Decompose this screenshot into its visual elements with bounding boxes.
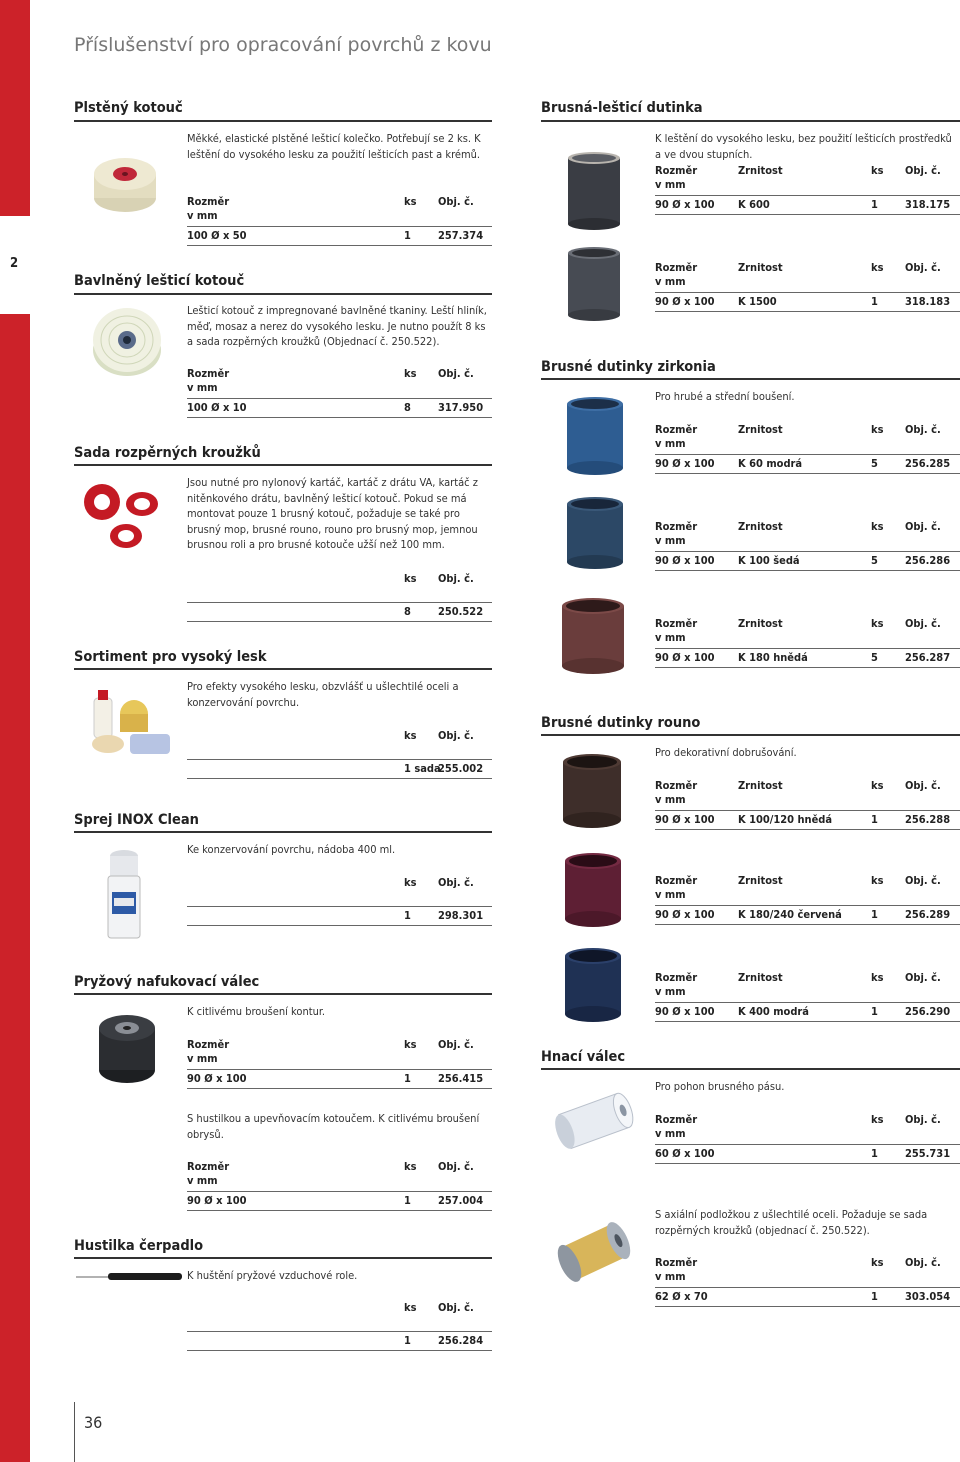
section-rule [541,378,960,380]
table-rule [655,810,960,811]
cotton-wheel-description: Lešticí kotouč z impregnované bavlněné tkaniny. Leští hliník, měď, mosaz a nerez do vysokého lesku. Je nutno použít 8 ks a sada rozpěrných kroužků (Objednací č. 250.522). [187,304,487,348]
row-grit: K 100 šedá [738,554,800,567]
row-order: 256.287 [905,651,951,664]
size-header: Rozměr [655,261,698,274]
qty-header: ks [871,423,884,436]
row-qty: 5 [871,554,878,567]
table-rule [187,602,492,603]
row-order: 317.950 [438,401,484,414]
table-rule [655,1002,960,1003]
spacer-rings-image [80,478,170,558]
table-rule [187,1331,492,1332]
section-rule [74,993,492,995]
drive-roller-description: Pro pohon brusného pásu. [655,1080,785,1093]
unit-header: v mm [655,178,686,191]
row-qty: 1 [404,229,411,242]
row-qty: 1 [404,1334,411,1347]
row-grit: K 180 hnědá [738,651,808,664]
row-qty: 1 [871,198,878,211]
unit-header: v mm [655,275,686,288]
qty-header: ks [871,779,884,792]
row-size: 60 Ø x 100 [655,1147,715,1160]
table-rule [655,1021,960,1022]
page-title: Příslušenství pro opracování povrchů z kovu [74,34,492,56]
size-header: Rozměr [655,1256,698,1269]
table-rule [187,1210,492,1211]
page-number-divider [74,1402,75,1462]
section-title-cotton-wheel: Bavlněný lešticí kotouč [74,273,245,289]
order-header: Obj. č. [905,261,941,274]
table-rule [187,778,492,779]
table-rule [655,924,960,925]
table-rule [655,570,960,571]
table-rule [187,226,492,227]
qty-header: ks [404,729,417,742]
row-size: 100 Ø x 10 [187,401,247,414]
grit-header: Zrnitost [738,423,783,436]
high-gloss-set-image [86,688,176,760]
order-header: Obj. č. [438,876,474,889]
row-size: 62 Ø x 70 [655,1290,708,1303]
table-rule [187,417,492,418]
unit-header: v mm [187,1052,218,1065]
table-rule [655,1287,960,1288]
order-header: Obj. č. [438,367,474,380]
qty-header: ks [871,874,884,887]
table-rule [655,473,960,474]
row-qty: 1 [871,813,878,826]
row-order: 250.522 [438,605,484,618]
row-qty: 1 [871,1005,878,1018]
section-title-high-gloss-set: Sortiment pro vysoký lesk [74,649,267,665]
unit-header: v mm [655,888,686,901]
zirconia-sleeve-brown-image [560,594,626,678]
row-order: 256.289 [905,908,951,921]
drive-roller-axial-description: S axiální podložkou z ušlechtilé oceli. Požaduje se sada rozpěrných kroužků (objednací č. 250.522). [655,1208,928,1237]
size-header: Rozměr [187,195,230,208]
order-header: Obj. č. [905,164,941,177]
size-header: Rozměr [655,971,698,984]
row-qty: 8 [404,401,411,414]
grit-header: Zrnitost [738,261,783,274]
table-rule [655,195,960,196]
table-rule [655,1306,960,1307]
row-order: 256.284 [438,1334,484,1347]
row-order: 256.285 [905,457,951,470]
qty-header: ks [871,164,884,177]
size-header: Rozměr [187,367,230,380]
row-size: 90 Ø x 100 [655,813,715,826]
row-qty: 1 sada [404,762,441,775]
polishing-sleeve-extra-fine-image [566,245,622,321]
rubber-roller-description: K citlivému broušení kontur. [187,1005,326,1018]
row-grit: K 100/120 hnědá [738,813,833,826]
red-margin-bar-bottom [0,314,30,1462]
size-header: Rozměr [655,164,698,177]
row-size: 90 Ø x 100 [655,295,715,308]
cotton-wheel-image [88,300,166,380]
section-rule [541,120,960,122]
row-qty: 1 [871,1147,878,1160]
order-header: Obj. č. [905,1113,941,1126]
order-header: Obj. č. [905,874,941,887]
qty-header: ks [404,1301,417,1314]
fleece-sleeve-blue-image [563,944,623,1026]
row-grit: K 1500 [738,295,777,308]
row-qty: 1 [871,908,878,921]
row-size: 90 Ø x 100 [655,1005,715,1018]
unit-header: v mm [187,209,218,222]
row-size: 90 Ø x 100 [655,457,715,470]
row-order: 255.002 [438,762,484,775]
section-title-felt-wheel: Plstěný kotouč [74,100,183,116]
grit-header: Zrnitost [738,164,783,177]
fleece-sleeves-description: Pro dekorativní dobrušování. [655,746,797,759]
row-order: 256.286 [905,554,951,567]
row-qty: 5 [871,651,878,664]
qty-header: ks [404,1038,417,1051]
row-order: 303.054 [905,1290,951,1303]
order-header: Obj. č. [905,520,941,533]
qty-header: ks [404,876,417,889]
fleece-sleeve-red-image [563,849,623,931]
section-title-polishing-sleeve: Brusná-lešticí dutinka [541,100,703,116]
rubber-roller-image [96,1010,158,1086]
section-title-spacer-rings: Sada rozpěrných kroužků [74,445,261,461]
order-header: Obj. č. [905,779,941,792]
row-qty: 8 [404,605,411,618]
rubber-roller-set-description: S hustilkou a upevňovacím kotoučem. K citlivému broušení obrysů. [187,1112,480,1141]
size-header: Rozměr [655,617,698,630]
table-rule [655,292,960,293]
unit-header: v mm [655,1127,686,1140]
table-rule [187,398,492,399]
table-rule [655,648,960,649]
section-rule [74,1257,492,1259]
row-order: 318.175 [905,198,951,211]
size-header: Rozměr [655,779,698,792]
table-rule [655,454,960,455]
row-size: 90 Ø x 100 [655,908,715,921]
page-number: 36 [84,1413,103,1432]
section-rule [541,1068,960,1070]
table-rule [655,1144,960,1145]
grit-header: Zrnitost [738,874,783,887]
qty-header: ks [871,1113,884,1126]
section-rule [74,293,492,295]
table-rule [187,245,492,246]
row-qty: 1 [404,1072,411,1085]
qty-header: ks [404,367,417,380]
pump-image [74,1268,184,1284]
row-size: 90 Ø x 100 [655,554,715,567]
order-header: Obj. č. [438,729,474,742]
row-size: 90 Ø x 100 [655,198,715,211]
table-rule [187,1069,492,1070]
order-header: Obj. č. [905,971,941,984]
order-header: Obj. č. [438,1038,474,1051]
grit-header: Zrnitost [738,520,783,533]
table-rule [187,621,492,622]
spacer-rings-description: Jsou nutné pro nylonový kartáč, kartáč z drátu VA, kartáč z nitěnkového drátu, bavlněný lešticí kotouč. Pokud se má montovat pouze 1 brusný kotouč, požaduje se také pro brusný mop, brusné rouno, rouno pro brusný mop, jemnou brusnou roli a pro brusné kotouče užší než 100 mm. [187,476,478,551]
order-header: Obj. č. [905,1256,941,1269]
drive-roller-axial-image [553,1212,635,1292]
red-margin-bar-top [0,0,30,216]
row-order: 257.004 [438,1194,484,1207]
table-rule [187,906,492,907]
table-rule [187,1191,492,1192]
inox-spray-can-image [104,848,144,942]
order-header: Obj. č. [905,617,941,630]
grit-header: Zrnitost [738,779,783,792]
unit-header: v mm [655,437,686,450]
qty-header: ks [871,971,884,984]
qty-header: ks [871,261,884,274]
order-header: Obj. č. [438,572,474,585]
row-size: 90 Ø x 100 [655,651,715,664]
section-rule [74,464,492,466]
row-order: 256.288 [905,813,951,826]
unit-header: v mm [655,631,686,644]
table-rule [655,667,960,668]
row-size: 90 Ø x 100 [187,1194,247,1207]
order-header: Obj. č. [438,1160,474,1173]
section-rule [74,120,492,122]
unit-header: v mm [187,1174,218,1187]
section-rule [74,831,492,833]
size-header: Rozměr [655,520,698,533]
zirconia-sleeve-grey-image [565,494,625,572]
row-qty: 1 [404,1194,411,1207]
unit-header: v mm [187,381,218,394]
row-order: 256.290 [905,1005,951,1018]
qty-header: ks [404,572,417,585]
table-rule [655,311,960,312]
qty-header: ks [871,617,884,630]
row-size: 90 Ø x 100 [187,1072,247,1085]
row-grit: K 400 modrá [738,1005,809,1018]
order-header: Obj. č. [438,195,474,208]
felt-wheel-image [90,148,160,218]
chapter-number: 2 [10,256,19,271]
row-grit: K 180/240 červená [738,908,842,921]
polishing-sleeve-fine-image [566,150,622,230]
section-title-inox-spray: Sprej INOX Clean [74,812,199,828]
row-order: 318.183 [905,295,951,308]
inox-spray-description: Ke konzervování povrchu, nádoba 400 ml. [187,843,396,856]
qty-header: ks [871,1256,884,1269]
size-header: Rozměr [187,1160,230,1173]
row-order: 256.415 [438,1072,484,1085]
table-rule [655,214,960,215]
unit-header: v mm [655,793,686,806]
polishing-sleeve-description: K leštění do vysokého lesku, bez použití lešticích prostředků a ve dvou stupních. [655,132,952,161]
order-header: Obj. č. [438,1301,474,1314]
section-rule [74,668,492,670]
zirconia-sleeves-description: Pro hrubé a střední boušení. [655,390,795,403]
qty-header: ks [871,520,884,533]
row-qty: 1 [404,909,411,922]
high-gloss-set-description: Pro efekty vysokého lesku, obzvlášť u ušlechtilé oceli a konzervování povrchu. [187,680,459,709]
row-qty: 1 [871,1290,878,1303]
section-rule [541,734,960,736]
fleece-sleeve-brown-image [561,750,623,832]
row-order: 298.301 [438,909,484,922]
qty-header: ks [404,195,417,208]
row-qty: 1 [871,295,878,308]
table-rule [655,829,960,830]
row-qty: 5 [871,457,878,470]
drive-roller-image [553,1085,635,1157]
table-rule [187,759,492,760]
felt-wheel-description: Měkké, elastické plstěné lešticí kolečko. Potřebují se 2 ks. K leštění do vysokého lesku za použití lešticích past a krémů. [187,132,481,161]
size-header: Rozměr [187,1038,230,1051]
size-header: Rozměr [655,1113,698,1126]
table-rule [655,1163,960,1164]
row-size: 100 Ø x 50 [187,229,247,242]
row-grit: K 60 modrá [738,457,803,470]
section-title-rubber-roller: Pryžový nafukovací válec [74,974,260,990]
table-rule [655,905,960,906]
size-header: Rozměr [655,423,698,436]
order-header: Obj. č. [905,423,941,436]
unit-header: v mm [655,1270,686,1283]
section-title-fleece-sleeves: Brusné dutinky rouno [541,715,701,731]
row-order: 255.731 [905,1147,951,1160]
pump-description: K huštění pryžové vzduchové role. [187,1269,358,1282]
zirconia-sleeve-blue-image [565,394,625,478]
unit-header: v mm [655,534,686,547]
table-rule [655,551,960,552]
table-rule [187,1350,492,1351]
section-title-drive-roller: Hnací válec [541,1049,626,1065]
table-rule [187,925,492,926]
table-rule [187,1088,492,1089]
grit-header: Zrnitost [738,617,783,630]
qty-header: ks [404,1160,417,1173]
section-title-zirconia-sleeves: Brusné dutinky zirkonia [541,359,716,375]
grit-header: Zrnitost [738,971,783,984]
unit-header: v mm [655,985,686,998]
row-order: 257.374 [438,229,484,242]
section-title-pump: Hustilka čerpadlo [74,1238,204,1254]
row-grit: K 600 [738,198,770,211]
size-header: Rozměr [655,874,698,887]
